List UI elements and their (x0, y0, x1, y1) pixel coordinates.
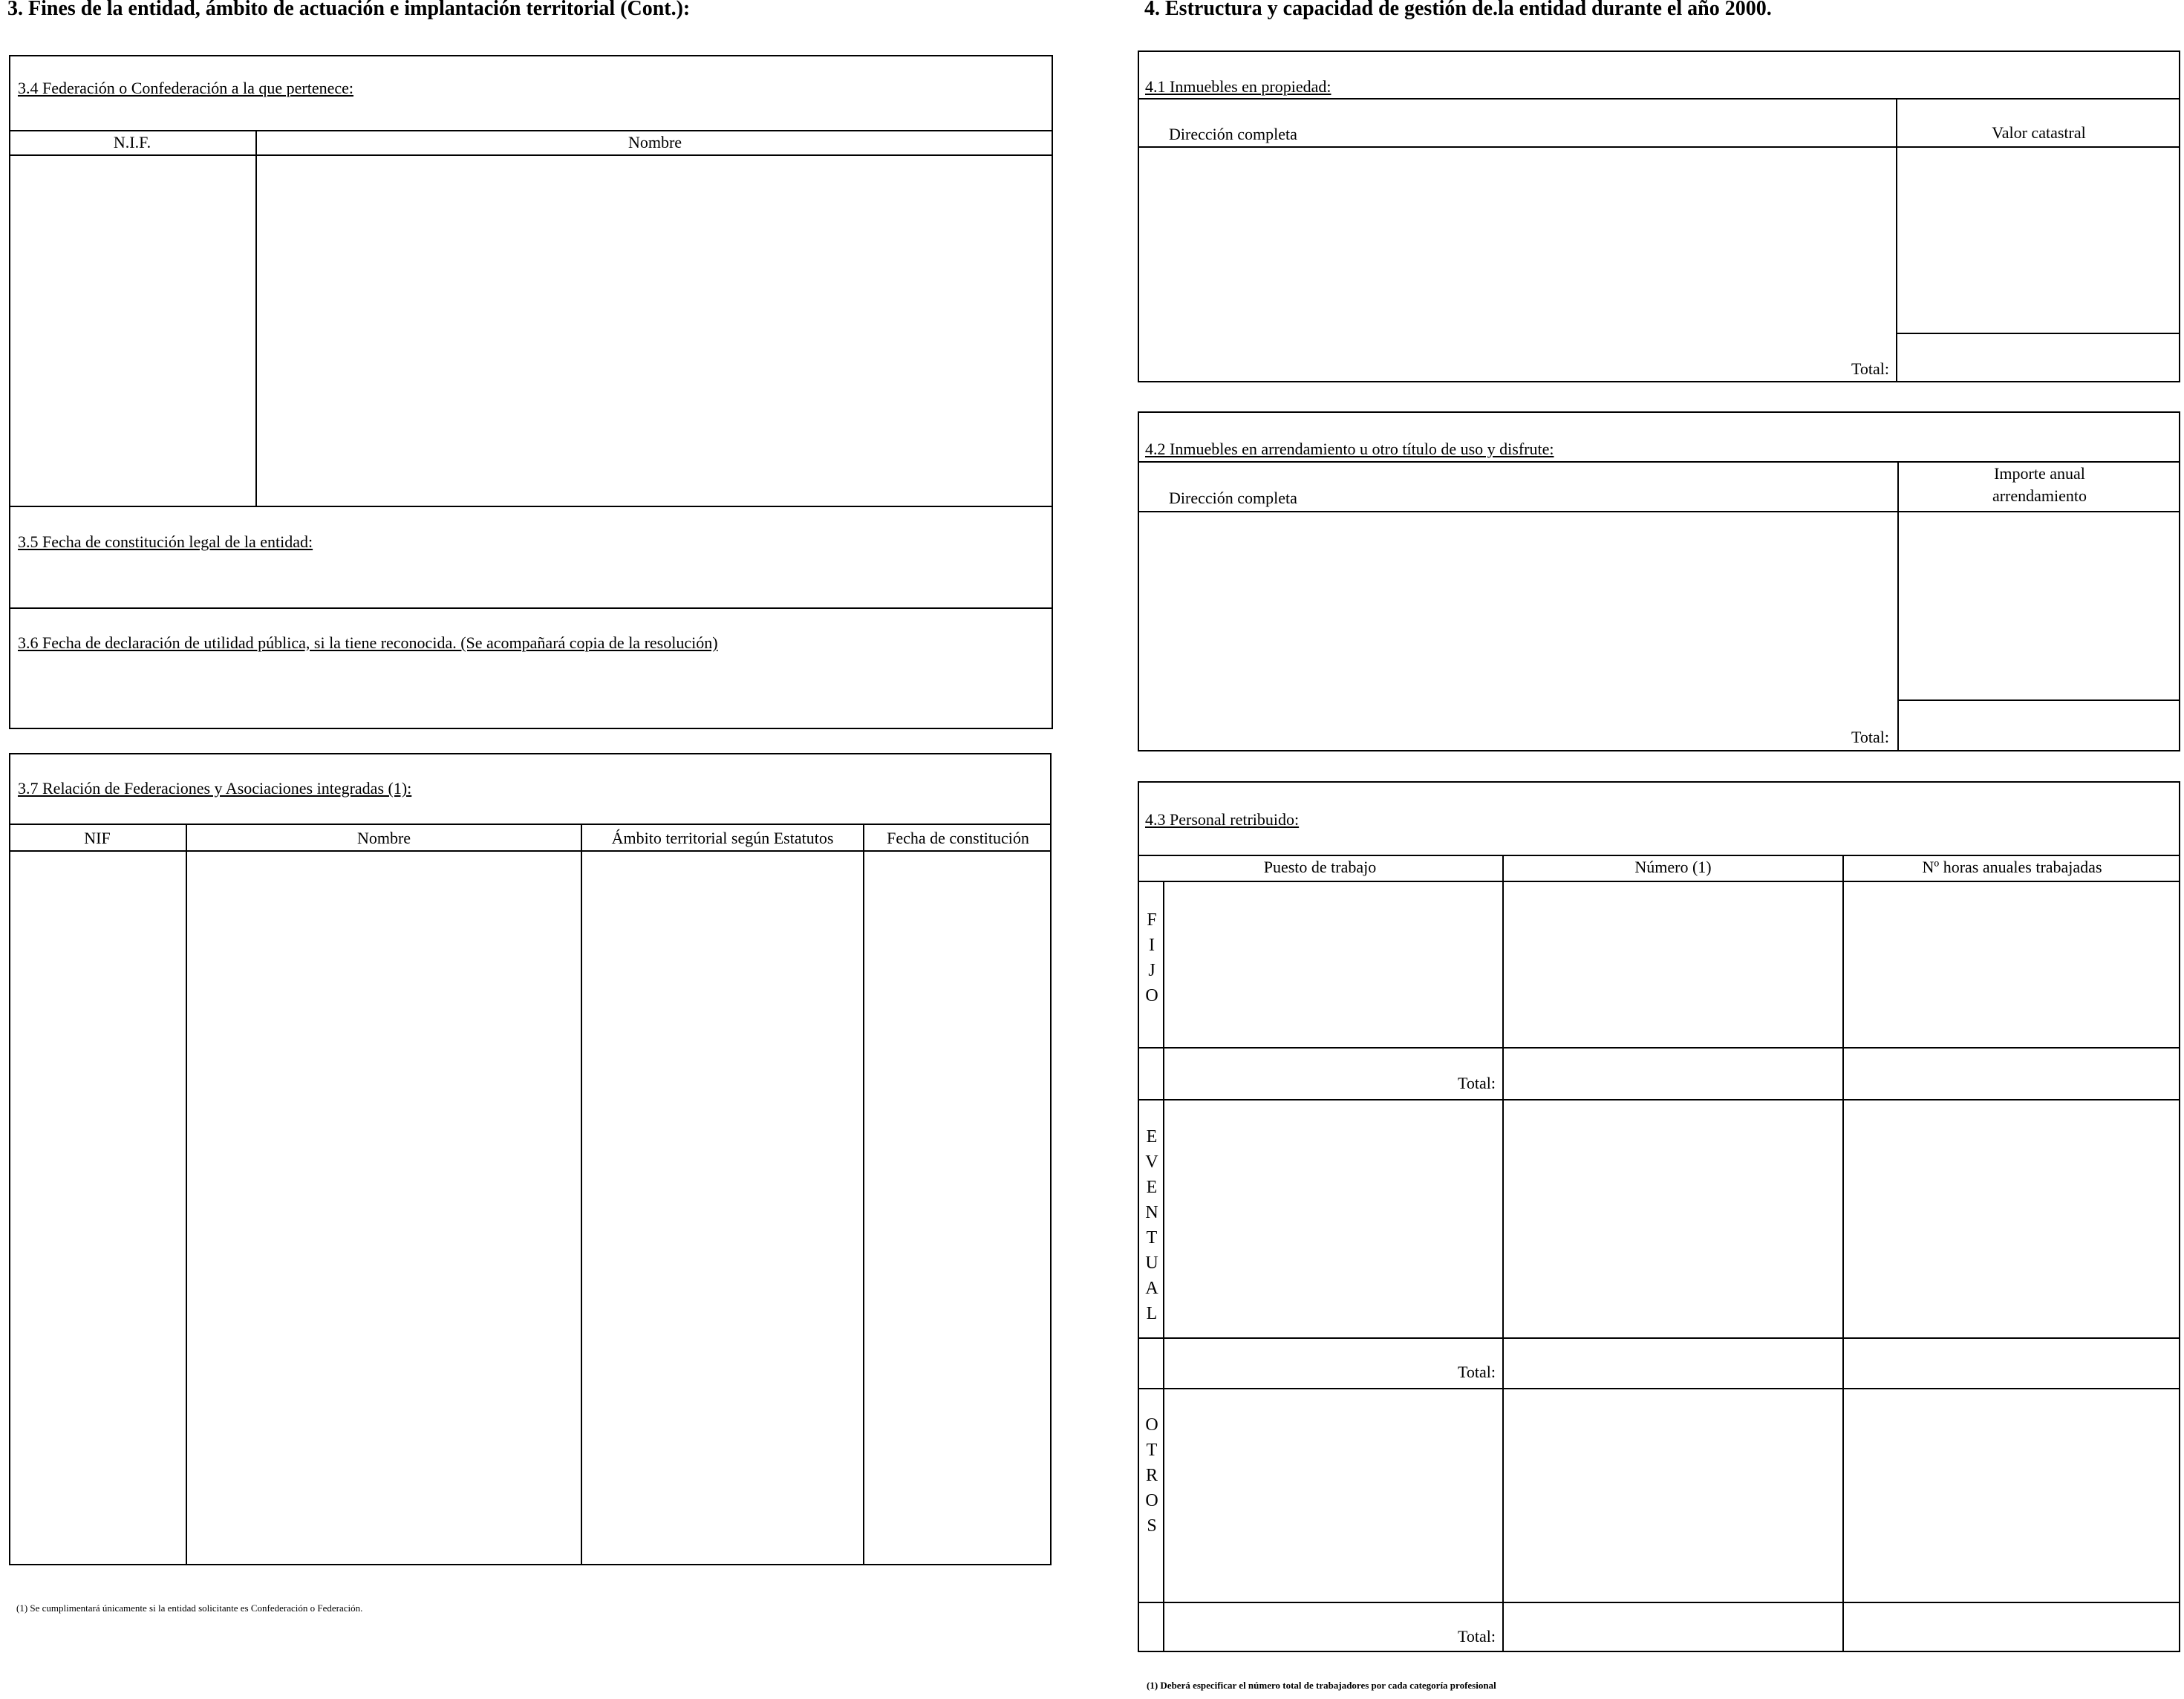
importe-anual-field[interactable] (1900, 513, 2179, 698)
horas-eventual-field[interactable] (1845, 1101, 2179, 1336)
section-3-6-title: 3.6 Fecha de declaración de utilidad pública, si la tiene reconocida. (Se acompañará copia de la resolución) (18, 633, 718, 652)
numero-fijo-total-field[interactable] (1505, 1049, 1841, 1098)
divider (9, 607, 1053, 609)
divider (186, 824, 187, 1565)
direccion-propiedad-field[interactable] (1139, 149, 1894, 381)
col-header-puesto: Puesto de trabajo (1263, 858, 1377, 876)
divider (9, 850, 1052, 852)
section-4-2-title: 4.2 Inmuebles en arrendamiento u otro título de uso y disfrute: (1145, 440, 1554, 458)
divider (1896, 333, 2180, 334)
col-header-importe-line2: arrendamiento (1992, 486, 2087, 505)
section-4-3-title: 4.3 Personal retribuido: (1145, 810, 1300, 829)
group-letter: T (1146, 1228, 1158, 1248)
group-letter: A (1145, 1279, 1158, 1298)
group-label-eventual (1141, 1124, 1163, 1326)
group-letter: S (1147, 1516, 1157, 1536)
importe-anual-total-field[interactable] (1900, 702, 2179, 750)
section-4-1-title: 4.1 Inmuebles en propiedad: (1145, 77, 1331, 96)
nif-field[interactable] (10, 156, 254, 505)
divider (1138, 881, 2180, 882)
total-label: Total: (1851, 359, 1889, 378)
divider (581, 824, 582, 1565)
horas-fijo-field[interactable] (1845, 883, 2179, 1046)
group-letter: E (1146, 1127, 1158, 1147)
divider (1138, 461, 2180, 463)
left-heading: 3. Fines de la entidad, ámbito de actuación e implantación territorial (Cont.): (7, 0, 691, 20)
right-footnote: (1) Deberá especificar el número total de trabajadores por cada categoría profesional (1147, 1680, 1496, 1691)
total-eventual-label: Total: (1457, 1363, 1496, 1381)
col-header-importe-line1: Importe anual (1994, 464, 2085, 483)
divider (1138, 855, 2180, 856)
puesto-otros-field[interactable] (1165, 1390, 1501, 1600)
total-label: Total: (1851, 728, 1889, 746)
divider (255, 130, 257, 506)
group-letter: R (1145, 1466, 1158, 1485)
col-header-valor-catastral: Valor catastral (1992, 123, 2086, 142)
col-header-direccion: Dirección completa (1169, 489, 1297, 507)
divider (1502, 855, 1504, 1652)
horas-otros-field[interactable] (1845, 1390, 2179, 1600)
divider (1138, 1337, 2180, 1339)
divider (9, 506, 1053, 507)
col-header-nif: N.I.F. (113, 133, 151, 151)
numero-eventual-field[interactable] (1505, 1101, 1841, 1336)
divider (9, 824, 1052, 825)
group-letter: T (1146, 1441, 1158, 1460)
valor-catastral-field[interactable] (1898, 149, 2179, 331)
divider (1163, 881, 1164, 1652)
group-letter: U (1145, 1253, 1158, 1273)
direccion-arrendamiento-field[interactable] (1139, 513, 1896, 750)
nombre-field[interactable] (258, 156, 1052, 505)
puesto-fijo-field[interactable] (1165, 883, 1501, 1046)
numero-otros-total-field[interactable] (1505, 1604, 1841, 1651)
group-letter: N (1145, 1203, 1158, 1222)
divider (1138, 146, 2180, 148)
group-letter: O (1145, 1415, 1158, 1435)
divider (1138, 1099, 2180, 1100)
group-label-otros (1141, 1412, 1163, 1539)
divider (1138, 1047, 2180, 1049)
total-fijo-label: Total: (1457, 1074, 1496, 1092)
nif-column-field[interactable] (10, 852, 184, 1564)
fecha-utilidad-publica-field[interactable] (10, 658, 1050, 726)
group-letter: V (1145, 1152, 1158, 1172)
col-header-direccion: Dirección completa (1169, 125, 1297, 143)
right-heading: 4. Estructura y capacidad de gestión de.la entidad durante el año 2000. (1144, 0, 1772, 20)
col-header-horas: Nº horas anuales trabajadas (1922, 858, 2102, 876)
horas-otros-total-field[interactable] (1845, 1604, 2179, 1651)
fecha-column-field[interactable] (866, 852, 1050, 1564)
divider (1138, 511, 2180, 512)
group-letter: F (1147, 910, 1157, 930)
valor-catastral-total-field[interactable] (1898, 335, 2179, 381)
divider (1842, 855, 1844, 1652)
group-letter: O (1145, 986, 1158, 1005)
total-otros-label: Total: (1457, 1627, 1496, 1646)
col-header-fecha: Fecha de constitución (887, 829, 1029, 847)
puesto-eventual-field[interactable] (1165, 1101, 1501, 1336)
col-header-numero: Número (1) (1634, 858, 1712, 876)
numero-otros-field[interactable] (1505, 1390, 1841, 1600)
horas-eventual-total-field[interactable] (1845, 1340, 2179, 1386)
col-header-ambito: Ámbito territorial según Estatutos (611, 829, 834, 847)
divider (9, 130, 1053, 131)
col-header-nombre: Nombre (628, 133, 682, 151)
group-label-fijo (1141, 907, 1163, 1008)
divider (1138, 1388, 2180, 1389)
divider (1138, 98, 2180, 100)
horas-fijo-total-field[interactable] (1845, 1049, 2179, 1098)
group-letter: O (1145, 1491, 1158, 1510)
group-letter: I (1149, 936, 1155, 955)
group-letter: L (1146, 1304, 1158, 1323)
divider (1897, 700, 2180, 701)
divider (863, 824, 864, 1565)
numero-fijo-field[interactable] (1505, 883, 1841, 1046)
col-header-nif: NIF (84, 829, 111, 847)
ambito-column-field[interactable] (584, 852, 861, 1564)
fecha-constitucion-field[interactable] (10, 557, 1050, 606)
col-header-nombre: Nombre (356, 829, 411, 847)
section-3-5-title: 3.5 Fecha de constitución legal de la entidad: (18, 532, 313, 551)
nombre-column-field[interactable] (189, 852, 579, 1564)
group-letter: J (1148, 961, 1155, 980)
numero-eventual-total-field[interactable] (1505, 1340, 1841, 1386)
section-3-7-title: 3.7 Relación de Federaciones y Asociaciones integradas (1): (18, 779, 412, 798)
section-3-4-title: 3.4 Federación o Confederación a la que pertenece: (18, 79, 354, 97)
divider (1138, 1602, 2180, 1603)
left-footnote: (1) Se cumplimentará únicamente si la entidad solicitante es Confederación o Federación. (16, 1602, 363, 1614)
group-letter: E (1146, 1178, 1158, 1197)
